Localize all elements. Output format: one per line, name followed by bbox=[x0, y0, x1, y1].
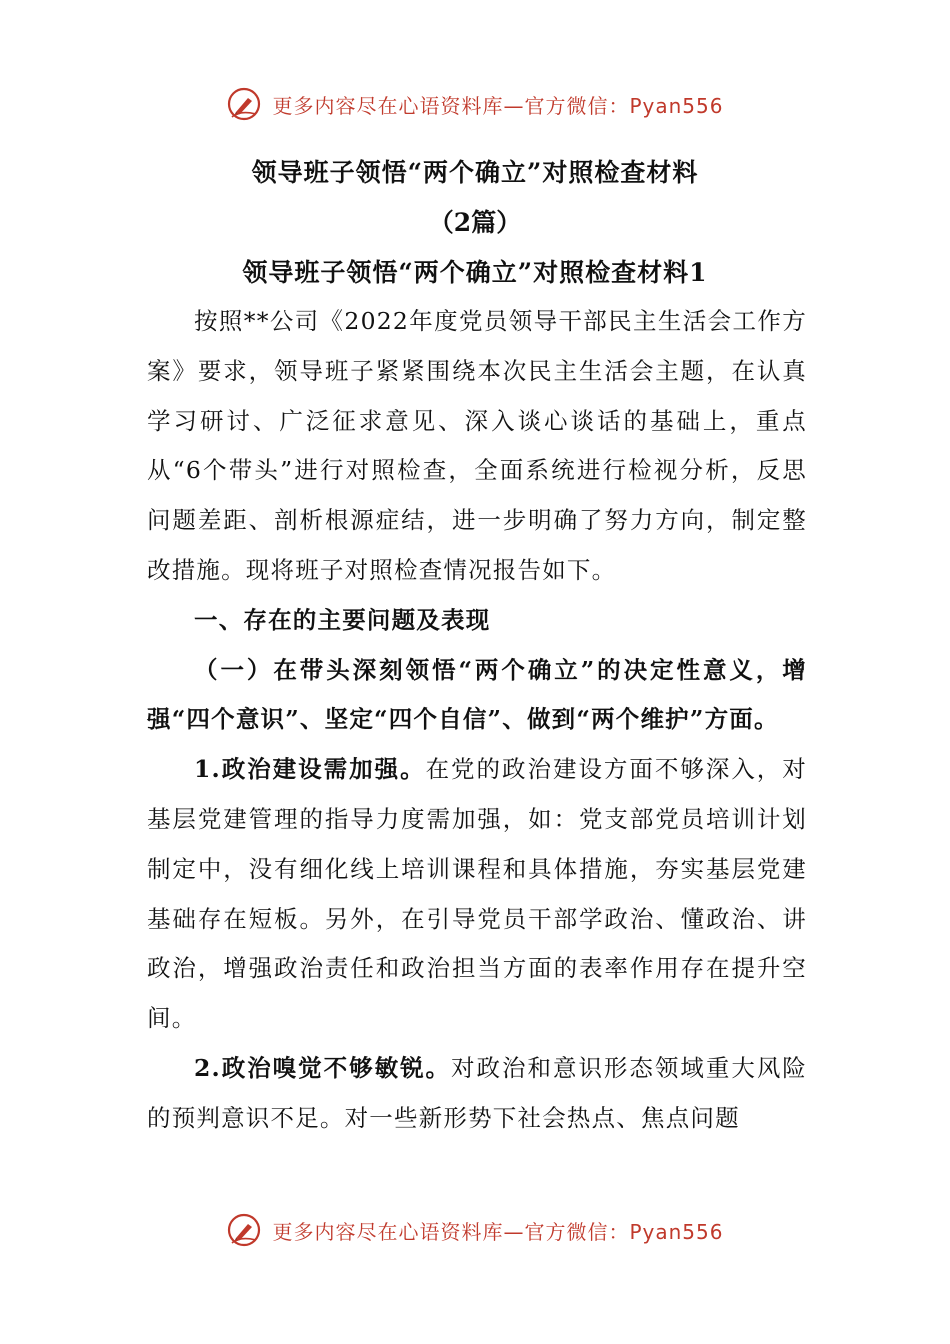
header-watermark-banner bbox=[0, 82, 950, 126]
document-count: （2篇） bbox=[428, 208, 522, 237]
footer-watermark-banner bbox=[0, 1208, 950, 1252]
watermark-text: 更多内容尽在心语资料库—官方微信：Pyan556 bbox=[272, 93, 724, 118]
item-2-heading: 2.政治嗅觉不够敏锐。 bbox=[194, 1053, 452, 1082]
watermark-text: 更多内容尽在心语资料库—官方微信：Pyan556 bbox=[272, 1219, 724, 1244]
document-title: 领导班子领悟“两个确立”对照检查材料 bbox=[251, 158, 699, 187]
pen-logo-icon bbox=[226, 86, 262, 122]
section-heading: 一、存在的主要问题及表现 bbox=[194, 605, 491, 634]
item-1-body: 在党的政治建设方面不够深入，对基层党建管理的指导力度需加强，如：党支部党员培训计划制定中，没有细化线上培训课程和具体措施，夯实基层党建基础存在短板。另外，在引导党员干部学政治、懂政治、讲政治，增强政治责任和政治担当方面的表率作用存在提升空间。 bbox=[147, 755, 807, 1033]
item-2-body: 对政治和意识形态领域重大风险的预判意识不足。对一些新形势下社会热点、焦点问题 bbox=[147, 1053, 807, 1132]
item-2-paragraph bbox=[147, 1044, 807, 1144]
pen-logo-icon bbox=[226, 1212, 262, 1248]
subsection-heading: （一）在带头深刻领悟“两个确立”的决定性意义，增强“四个意识”、坚定“四个自信”、做到“两个维护”方面。 bbox=[147, 655, 807, 734]
document-body bbox=[147, 297, 807, 1144]
document-subtitle: 领导班子领悟“两个确立”对照检查材料1 bbox=[242, 258, 708, 287]
item-1-heading: 1.政治建设需加强。 bbox=[194, 755, 426, 784]
item-1-paragraph bbox=[147, 745, 807, 1044]
intro-paragraph: 按照**公司《2022年度党员领导干部民主生活会工作方案》要求，领导班子紧紧围绕本次民主生活会主题，在认真学习研讨、广泛征求意见、深入谈心谈话的基础上，重点从“6个带头”进行对照检查，全面系统进行检视分析，反思问题差距、剖析根源症结，进一步明确了努力方向，制定整改措施。现将班子对照检查情况报告如下。 bbox=[147, 307, 807, 584]
